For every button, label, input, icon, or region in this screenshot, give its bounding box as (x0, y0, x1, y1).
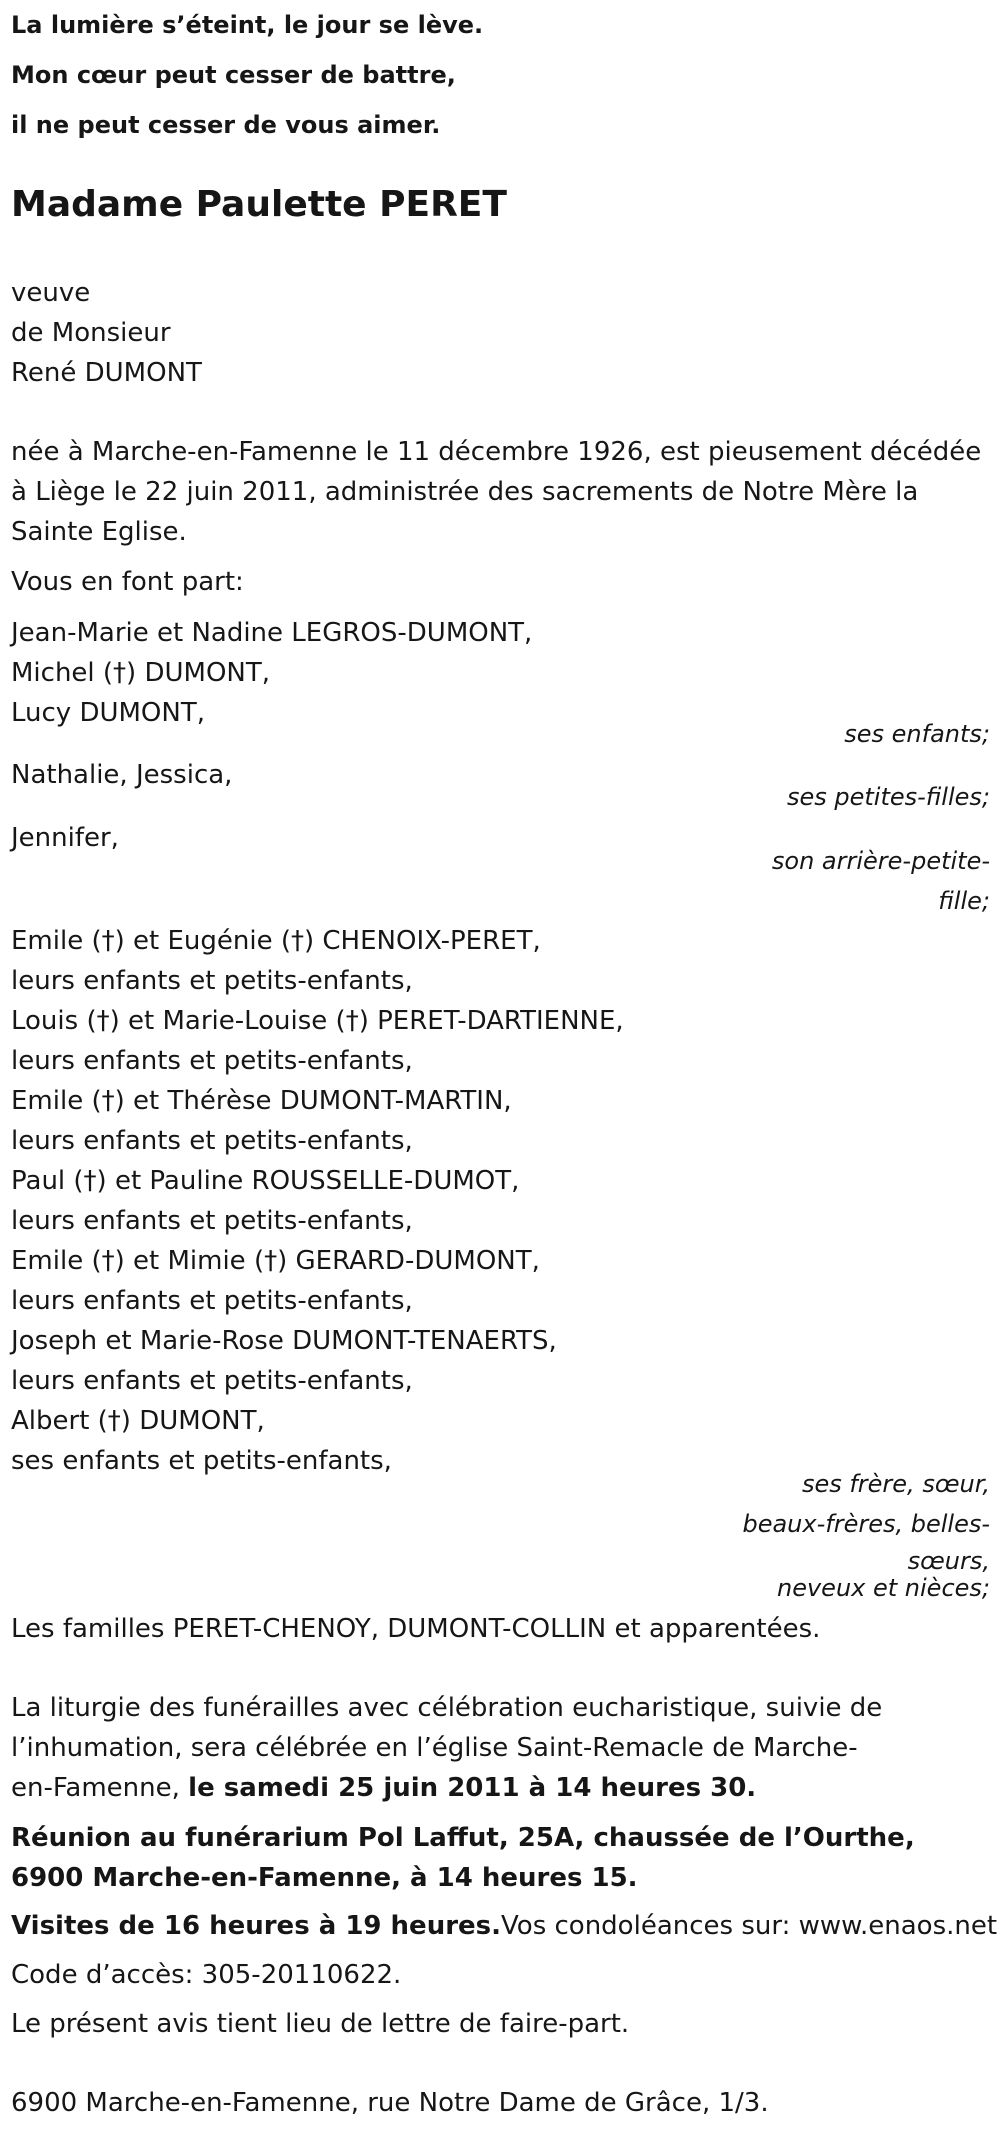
access-code: Code d’accès: 305-20110622. (11, 1960, 402, 1990)
poem-line: La lumière s’éteint, le jour se lève. (11, 11, 484, 39)
condolences-text: Vos condoléances sur: www.enaos.net (501, 1911, 998, 1941)
family-line: Albert (†) DUMONT, (11, 1406, 265, 1436)
great-grandchild-role: son arrière-petite- (771, 847, 990, 875)
great-grandchild-role: fille; (938, 887, 990, 915)
reunion-text: Réunion au funérarium Pol Laffut, 25A, chaussée de l’Ourthe, 6900 Marche-en-Famenne, à 14 heures 15. (11, 1823, 915, 1893)
family-line: leurs enfants et petits-enfants, (11, 1126, 413, 1156)
family-line: leurs enfants et petits-enfants, (11, 1366, 413, 1396)
siblings-role: neveux et nièces; (777, 1574, 990, 1602)
visits-line (11, 1906, 997, 1946)
deceased-name: Madame Paulette PERET (11, 184, 507, 225)
poem-line: Mon cœur peut cesser de battre, (11, 61, 456, 89)
grandchildren-role: ses petites-filles; (786, 783, 990, 811)
family-line: Jean-Marie et Nadine LEGROS-DUMONT, (11, 618, 533, 648)
family-line: leurs enfants et petits-enfants, (11, 966, 413, 996)
siblings-role: beaux-frères, belles- (742, 1510, 990, 1538)
address-text: 6900 Marche-en-Famenne, rue Notre Dame de Grâce, 1/3. (11, 2088, 769, 2118)
family-line: Louis (†) et Marie-Louise (†) PERET-DARTIENNE, (11, 1006, 624, 1036)
family-line: Joseph et Marie-Rose DUMONT-TENAERTS, (11, 1326, 557, 1356)
family-line: Emile (†) et Mimie (†) GERARD-DUMONT, (11, 1246, 540, 1276)
family-line: Michel (†) DUMONT, (11, 658, 271, 688)
great-grandchild-line: Jennifer, (11, 823, 119, 853)
liturgy-paragraph (11, 1688, 891, 1808)
widow-line: veuve (11, 278, 91, 308)
siblings-role: sœurs, (907, 1547, 990, 1575)
family-line: ses enfants et petits-enfants, (11, 1446, 392, 1476)
family-line: leurs enfants et petits-enfants, (11, 1286, 413, 1316)
liturgy-text: La liturgie des funérailles avec célébration eucharistique, suivie de l’inhumation, sera célébrée en l’église Saint-Remacle de Marche-en-Famenne, (11, 1693, 883, 1803)
announce-text: Vous en font part: (11, 567, 244, 597)
family-line: Emile (†) et Thérèse DUMONT-MARTIN, (11, 1086, 512, 1116)
birth-death-text: née à Marche-en-Famenne le 11 décembre 1926, est pieusement décédée à Liège le 22 juin 2011, administrée des sacrements de Notre Mère la Sainte Eglise. (11, 437, 982, 547)
grandchildren-line: Nathalie, Jessica, (11, 760, 233, 790)
visits-hours: Visites de 16 heures à 19 heures. (11, 1911, 502, 1941)
liturgy-date: le samedi 25 juin 2011 à 14 heures 30. (188, 1773, 757, 1803)
family-line: Paul (†) et Pauline ROUSSELLE-DUMOT, (11, 1166, 520, 1196)
family-line: leurs enfants et petits-enfants, (11, 1206, 413, 1236)
poem-line: il ne peut cesser de vous aimer. (11, 111, 441, 139)
widow-line: René DUMONT (11, 358, 202, 388)
family-line: Emile (†) et Eugénie (†) CHENOIX-PERET, (11, 926, 541, 956)
families-line: Les familles PERET-CHENOY, DUMONT-COLLIN et apparentées. (11, 1614, 821, 1644)
notice-text: Le présent avis tient lieu de lettre de faire-part. (11, 2009, 630, 2039)
family-line: leurs enfants et petits-enfants, (11, 1046, 413, 1076)
family-line: Lucy DUMONT, (11, 698, 205, 728)
siblings-role: ses frère, sœur, (801, 1470, 990, 1498)
widow-line: de Monsieur (11, 318, 171, 348)
children-role: ses enfants; (844, 720, 990, 748)
